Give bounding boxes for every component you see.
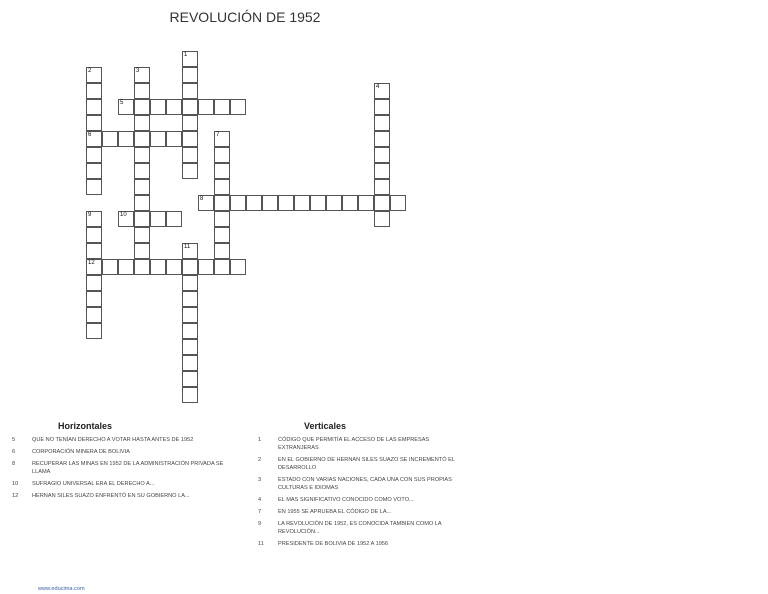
crossword-cell[interactable] bbox=[134, 99, 150, 115]
crossword-cell[interactable] bbox=[214, 131, 230, 147]
clue-item-number: 1 bbox=[258, 437, 262, 443]
clue-item-text: CORPORACIÓN MINERA DE BOLIVIA bbox=[32, 449, 130, 455]
crossword-cell[interactable] bbox=[86, 67, 102, 83]
clue-item bbox=[12, 448, 232, 456]
clue-item-text: LA REVOLUCIÓN DE 1952, ES CONOCIDA TAMBIEN COMO LA REVOLUCIÓN... bbox=[278, 521, 442, 535]
crossword-cell[interactable] bbox=[166, 131, 182, 147]
crossword-cell[interactable] bbox=[134, 131, 150, 147]
clue-item-text: PRESIDENTE DE BOLIVIA DE 1952 A 1956 bbox=[278, 541, 389, 547]
crossword-cell[interactable] bbox=[86, 291, 102, 307]
crossword-cell[interactable] bbox=[214, 163, 230, 179]
crossword-cell[interactable] bbox=[86, 259, 102, 275]
crossword-cell[interactable] bbox=[374, 115, 390, 131]
clue-item-text: CÓDIGO QUE PERMITÍA EL ACCESO DE LAS EMPRESAS EXTRANJERAS bbox=[278, 437, 430, 451]
crossword-cell[interactable] bbox=[214, 227, 230, 243]
clue-item-number: 3 bbox=[258, 477, 262, 483]
crossword-cell[interactable] bbox=[198, 195, 214, 211]
crossword-cell[interactable] bbox=[182, 115, 198, 131]
crossword-cell[interactable] bbox=[374, 99, 390, 115]
crossword-cell[interactable] bbox=[182, 387, 198, 403]
crossword-cell[interactable] bbox=[214, 147, 230, 163]
crossword-cell[interactable] bbox=[182, 67, 198, 83]
crossword-cell[interactable] bbox=[134, 67, 150, 83]
clue-item bbox=[12, 480, 232, 488]
clue-number: 7 bbox=[216, 132, 220, 138]
clue-number: 3 bbox=[136, 68, 140, 74]
clue-number: 1 bbox=[184, 52, 188, 58]
crossword-cell[interactable] bbox=[374, 195, 390, 211]
clue-number: 11 bbox=[184, 244, 191, 250]
clue-item-number: 6 bbox=[12, 449, 16, 455]
crossword-cell[interactable] bbox=[374, 211, 390, 227]
clue-item bbox=[258, 436, 468, 452]
crossword-cell[interactable] bbox=[134, 259, 150, 275]
crossword-cell[interactable] bbox=[166, 259, 182, 275]
crossword-cell[interactable] bbox=[358, 195, 374, 211]
crossword-cell[interactable] bbox=[198, 259, 214, 275]
crossword-cell[interactable] bbox=[86, 163, 102, 179]
clue-item bbox=[258, 540, 468, 548]
clue-item-text: EL MAS SIGNIFICATIVO CONOCIDO COMO VOTO... bbox=[278, 497, 414, 503]
crossword-cell[interactable] bbox=[86, 227, 102, 243]
across-clue-list bbox=[12, 436, 232, 504]
crossword-cell[interactable] bbox=[118, 99, 134, 115]
clue-item-number: 10 bbox=[12, 481, 19, 487]
crossword-cell[interactable] bbox=[230, 99, 246, 115]
crossword-cell[interactable] bbox=[214, 211, 230, 227]
crossword-cell[interactable] bbox=[150, 259, 166, 275]
clue-item bbox=[258, 496, 468, 504]
crossword-cell[interactable] bbox=[118, 131, 134, 147]
clue-number: 8 bbox=[200, 196, 204, 202]
crossword-cell[interactable] bbox=[182, 131, 198, 147]
crossword-cell[interactable] bbox=[86, 211, 102, 227]
crossword-cell[interactable] bbox=[278, 195, 294, 211]
crossword-cell[interactable] bbox=[310, 195, 326, 211]
crossword-cell[interactable] bbox=[182, 163, 198, 179]
crossword-cell[interactable] bbox=[150, 131, 166, 147]
clue-item bbox=[12, 460, 232, 476]
clue-item bbox=[12, 436, 232, 444]
crossword-cell[interactable] bbox=[182, 323, 198, 339]
clue-item-number: 11 bbox=[258, 541, 264, 547]
crossword-cell[interactable] bbox=[214, 195, 230, 211]
crossword-cell[interactable] bbox=[134, 227, 150, 243]
crossword-cell[interactable] bbox=[86, 243, 102, 259]
crossword-cell[interactable] bbox=[134, 179, 150, 195]
crossword-cell[interactable] bbox=[374, 131, 390, 147]
crossword-cell[interactable] bbox=[374, 179, 390, 195]
crossword-cell[interactable] bbox=[182, 243, 198, 259]
clue-number: 12 bbox=[88, 260, 95, 266]
clue-item-number: 5 bbox=[12, 437, 16, 443]
crossword-cell[interactable] bbox=[182, 355, 198, 371]
clue-item-number: 2 bbox=[258, 457, 262, 463]
crossword-cell[interactable] bbox=[102, 259, 118, 275]
crossword-cell[interactable] bbox=[374, 163, 390, 179]
down-header: Verticales bbox=[304, 421, 347, 431]
crossword-cell[interactable] bbox=[118, 211, 134, 227]
footer-link[interactable]: www.educima.com bbox=[38, 586, 85, 592]
clue-number: 6 bbox=[88, 132, 92, 138]
crossword-cell[interactable] bbox=[182, 275, 198, 291]
crossword-cell[interactable] bbox=[166, 211, 182, 227]
across-header: Horizontales bbox=[58, 421, 113, 431]
clue-item bbox=[12, 492, 232, 500]
page-title: REVOLUCIÓN DE 1952 bbox=[169, 9, 321, 25]
clue-item-text: EN EL GOBIERNO DE HERNAN SILES SUAZO SE INCREMENTÓ EL DESARROLLO bbox=[278, 457, 455, 471]
clue-item-text: RECUPERAR LAS MINAS EN 1952 DE LA ADMINISTRACIÓN PRIVADA SE LLAMA bbox=[32, 461, 224, 475]
crossword-cell[interactable] bbox=[86, 83, 102, 99]
crossword-cell[interactable] bbox=[374, 83, 390, 99]
clue-item bbox=[258, 476, 468, 492]
clue-item-text: HERNAN SILES SUAZO ENFRENTÓ EN SU GOBIERNO LA... bbox=[32, 493, 190, 499]
clue-item-number: 9 bbox=[258, 521, 262, 527]
crossword-cell[interactable] bbox=[86, 323, 102, 339]
clue-item-number: 4 bbox=[258, 497, 262, 503]
crossword-cell[interactable] bbox=[182, 147, 198, 163]
crossword-cell[interactable] bbox=[326, 195, 342, 211]
clue-number: 5 bbox=[120, 100, 124, 106]
crossword-cell[interactable] bbox=[86, 115, 102, 131]
crossword-cell[interactable] bbox=[166, 99, 182, 115]
crossword-cell[interactable] bbox=[214, 179, 230, 195]
crossword-cell[interactable] bbox=[134, 211, 150, 227]
crossword-cell[interactable] bbox=[86, 179, 102, 195]
crossword-cell[interactable] bbox=[134, 195, 150, 211]
crossword-cell[interactable] bbox=[182, 99, 198, 115]
crossword-cell[interactable] bbox=[214, 259, 230, 275]
crossword-cell[interactable] bbox=[182, 307, 198, 323]
clue-number: 10 bbox=[120, 212, 127, 218]
crossword-cell[interactable] bbox=[182, 51, 198, 67]
crossword-cell[interactable] bbox=[118, 259, 134, 275]
crossword-cell[interactable] bbox=[214, 99, 230, 115]
clue-item-text: ESTADO CON VARIAS NACIONES, CADA UNA CON SUS PROPIAS CULTURAS E IDIOMAS bbox=[278, 477, 452, 491]
crossword-cell[interactable] bbox=[374, 147, 390, 163]
clue-item-number: 7 bbox=[258, 509, 262, 515]
crossword-cell[interactable] bbox=[182, 259, 198, 275]
crossword-cell[interactable] bbox=[102, 131, 118, 147]
crossword-cell[interactable] bbox=[86, 99, 102, 115]
crossword-cell[interactable] bbox=[86, 147, 102, 163]
clue-item-number: 12 bbox=[12, 493, 19, 499]
down-clue-list bbox=[258, 436, 468, 552]
crossword-cell[interactable] bbox=[230, 195, 246, 211]
crossword-cell[interactable] bbox=[246, 195, 262, 211]
crossword-cell[interactable] bbox=[134, 83, 150, 99]
crossword-cell[interactable] bbox=[342, 195, 358, 211]
crossword-cell[interactable] bbox=[230, 259, 246, 275]
crossword-cell[interactable] bbox=[182, 291, 198, 307]
crossword-cell[interactable] bbox=[182, 371, 198, 387]
crossword-cell[interactable] bbox=[214, 243, 230, 259]
clue-number: 4 bbox=[376, 84, 380, 90]
crossword-cell[interactable] bbox=[182, 83, 198, 99]
crossword-cell[interactable] bbox=[182, 339, 198, 355]
clue-item-text: QUE NO TENÍAN DERECHO A VOTAR HASTA ANTES DE 1952 bbox=[32, 437, 194, 443]
crossword-cell[interactable] bbox=[390, 195, 406, 211]
crossword-cell[interactable] bbox=[134, 115, 150, 131]
clue-item-number: 8 bbox=[12, 461, 16, 467]
crossword-cell[interactable] bbox=[86, 275, 102, 291]
crossword-cell[interactable] bbox=[134, 163, 150, 179]
crossword-cell[interactable] bbox=[198, 99, 214, 115]
clue-item-text: SUFRAGIO UNIVERSAL ERA EL DERECHO A... bbox=[32, 481, 155, 487]
clue-number: 9 bbox=[88, 212, 92, 218]
crossword-cell[interactable] bbox=[294, 195, 310, 211]
crossword-cell[interactable] bbox=[134, 243, 150, 259]
crossword-cell[interactable] bbox=[86, 131, 102, 147]
clue-item-text: EN 1955 SE APRUEBA EL CÓDIGO DE LA... bbox=[278, 509, 392, 515]
clue-number: 2 bbox=[88, 68, 92, 74]
crossword-cell[interactable] bbox=[150, 211, 166, 227]
clue-item bbox=[258, 508, 468, 516]
clue-item bbox=[258, 456, 468, 472]
crossword-cell[interactable] bbox=[86, 307, 102, 323]
crossword-cell[interactable] bbox=[150, 99, 166, 115]
crossword-cell[interactable] bbox=[262, 195, 278, 211]
clue-item bbox=[258, 520, 468, 536]
crossword-cell[interactable] bbox=[134, 147, 150, 163]
